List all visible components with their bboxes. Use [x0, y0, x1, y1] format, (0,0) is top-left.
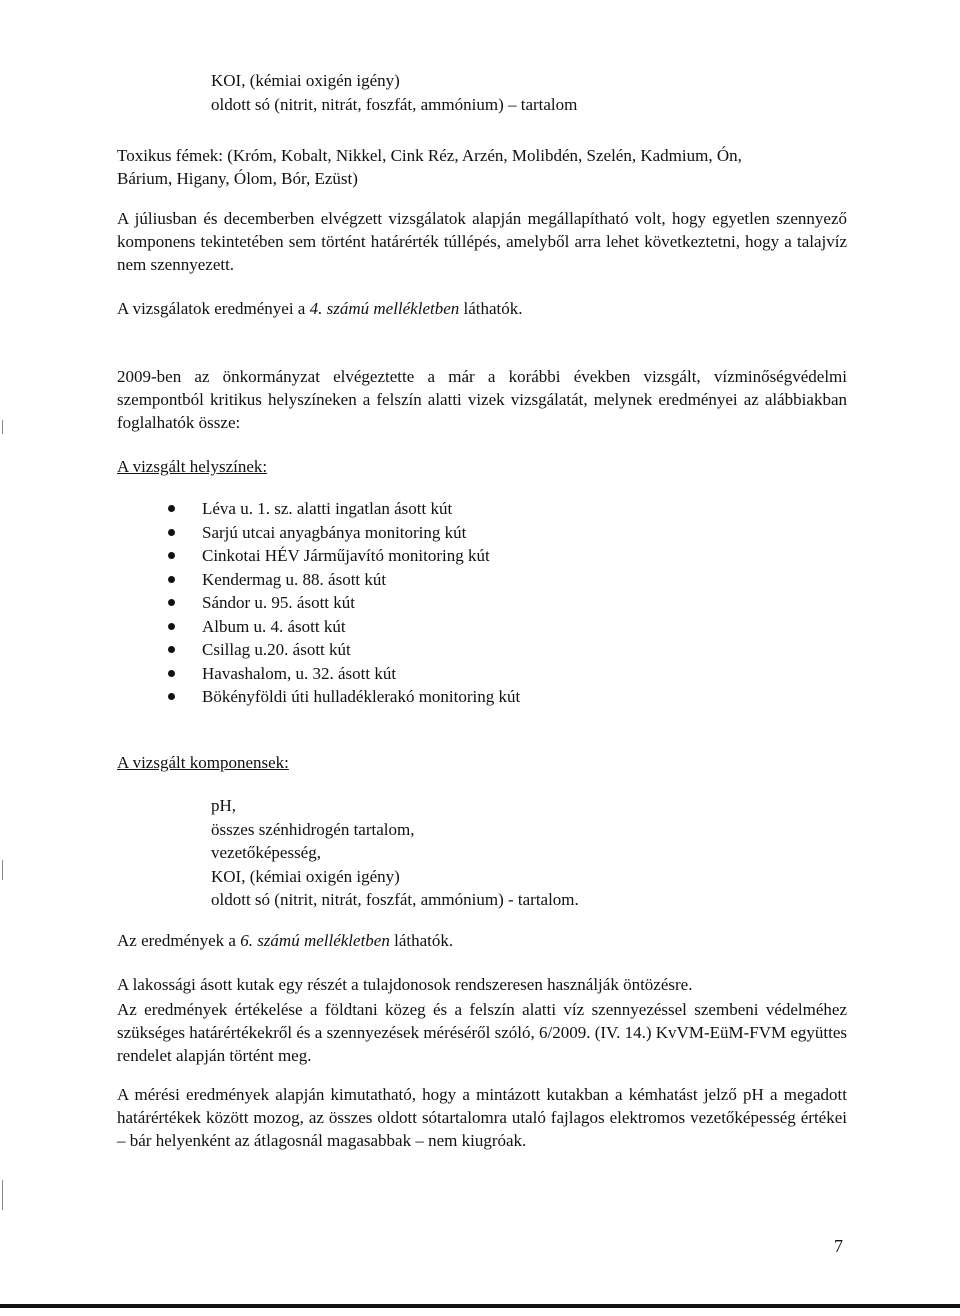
location-label: Léva u. 1. sz. alatti ingatlan ásott kút	[202, 499, 453, 518]
list-item	[165, 615, 520, 639]
component-item: összes szénhidrogén tartalom,	[211, 819, 415, 839]
location-label: Sarjú utcai anyagbánya monitoring kút	[202, 522, 467, 542]
component-item: KOI, (kémiai oxigén igény)	[211, 866, 400, 886]
page-number: 7	[834, 1236, 843, 1256]
location-label: Sándor u. 95. ásott kút	[202, 593, 355, 612]
results-reference	[117, 298, 523, 320]
usage-sentence: A lakossági ásott kutak egy részét a tulajdonosok rendszeresen használják öntözésre.	[117, 975, 693, 994]
summary-paragraph: A júliusban és decemberben elvégzett vizsgálatok alapján megállapítható volt, hogy egyetlen szennyező komponens tekintetében sem történt határérték túllépés, amelyből arra lehet következtetni, hogy a talajvíz nem szennyezett.	[117, 209, 847, 274]
bullet-icon	[168, 670, 175, 677]
location-label: Havashalom, u. 32. ásott kút	[202, 663, 397, 683]
top-line-1: KOI, (kémiai oxigén igény)	[211, 71, 400, 90]
component-item: pH,	[211, 796, 237, 815]
bullet-icon	[168, 529, 175, 536]
location-label: Csillag u.20. ásott kút	[202, 640, 351, 659]
list-item	[165, 544, 520, 568]
list-item	[165, 685, 520, 709]
locations-list	[165, 497, 520, 709]
location-label: Album u. 4. ásott kút	[202, 616, 346, 636]
results-reference-2	[117, 930, 453, 952]
bullet-icon	[168, 623, 175, 630]
location-label: Bökényföldi úti hulladéklerakó monitoring kút	[202, 687, 521, 706]
components-heading: A vizsgált komponensek:	[117, 753, 289, 772]
results-ref-suffix: láthatók.	[459, 299, 523, 318]
scan-artifact	[2, 860, 3, 880]
results-ref-italic: 4. számú mellékletben	[309, 299, 460, 318]
bullet-icon	[168, 552, 175, 559]
list-item	[165, 497, 520, 521]
component-item: vezetőképesség,	[211, 843, 321, 862]
bullet-icon	[168, 599, 175, 606]
bullet-icon	[168, 693, 175, 700]
locations-heading: A vizsgált helyszínek:	[117, 457, 268, 476]
location-label: Cinkotai HÉV Járműjavító monitoring kút	[202, 546, 490, 565]
results-ref2-prefix: Az eredmények a	[117, 931, 241, 950]
list-item	[165, 638, 520, 662]
intro-2009-paragraph: 2009-ben az önkormányzat elvégeztette a már a korábbi években vizsgált, vízminőségvédelmi szempontból kritikus helyszíneken a felszín alatti vizek vizsgálatát, melynek eredményei az alábbiakban foglalhatók össze:	[117, 367, 847, 432]
bullet-icon	[168, 576, 175, 583]
conclusion-paragraph: A mérési eredmények alapján kimutatható, hogy a mintázott kutakban a kémhatást jelző pH a megadott határértékek között mozog, az összes oldott sótartalomra utaló fajlagos elektromos vezetőképesség értékei – bár helyenként az átlagosnál magasabbak – nem kiugróak.	[117, 1085, 847, 1150]
scan-artifact	[2, 1180, 3, 1210]
results-ref2-italic: 6. számú mellékletben	[240, 931, 390, 950]
location-label: Kendermag u. 88. ásott kút	[202, 569, 387, 589]
list-item	[165, 662, 520, 686]
toxic-metals-line-1: Toxikus fémek: (Króm, Kobalt, Nikkel, Cink Réz, Arzén, Molibdén, Szelén, Kadmium, Ón,	[117, 146, 742, 165]
list-item	[165, 591, 520, 615]
results-ref2-suffix: láthatók.	[389, 931, 454, 950]
scan-artifact	[2, 420, 3, 434]
toxic-metals-line-2: Bárium, Higany, Ólom, Bór, Ezüst)	[117, 169, 358, 188]
bottom-border	[0, 1304, 960, 1308]
bullet-icon	[168, 505, 175, 512]
results-ref-prefix: A vizsgálatok eredményei a	[117, 299, 310, 318]
component-item: oldott só (nitrit, nitrát, foszfát, ammónium) - tartalom.	[211, 890, 579, 909]
evaluation-paragraph: Az eredmények értékelése a földtani közeg és a felszín alatti víz szennyezéssel szembeni védelméhez szükséges határértékekről és a szennyezések méréséről szóló, 6/2009. (IV. 14.) KvVM-EüM-FVM együttes rendelet alapján történt meg.	[117, 1000, 848, 1065]
top-line-2: oldott só (nitrit, nitrát, foszfát, ammónium) – tartalom	[211, 95, 578, 114]
bullet-icon	[168, 646, 175, 653]
components-list	[211, 794, 579, 912]
list-item	[165, 568, 520, 592]
list-item	[165, 521, 520, 545]
